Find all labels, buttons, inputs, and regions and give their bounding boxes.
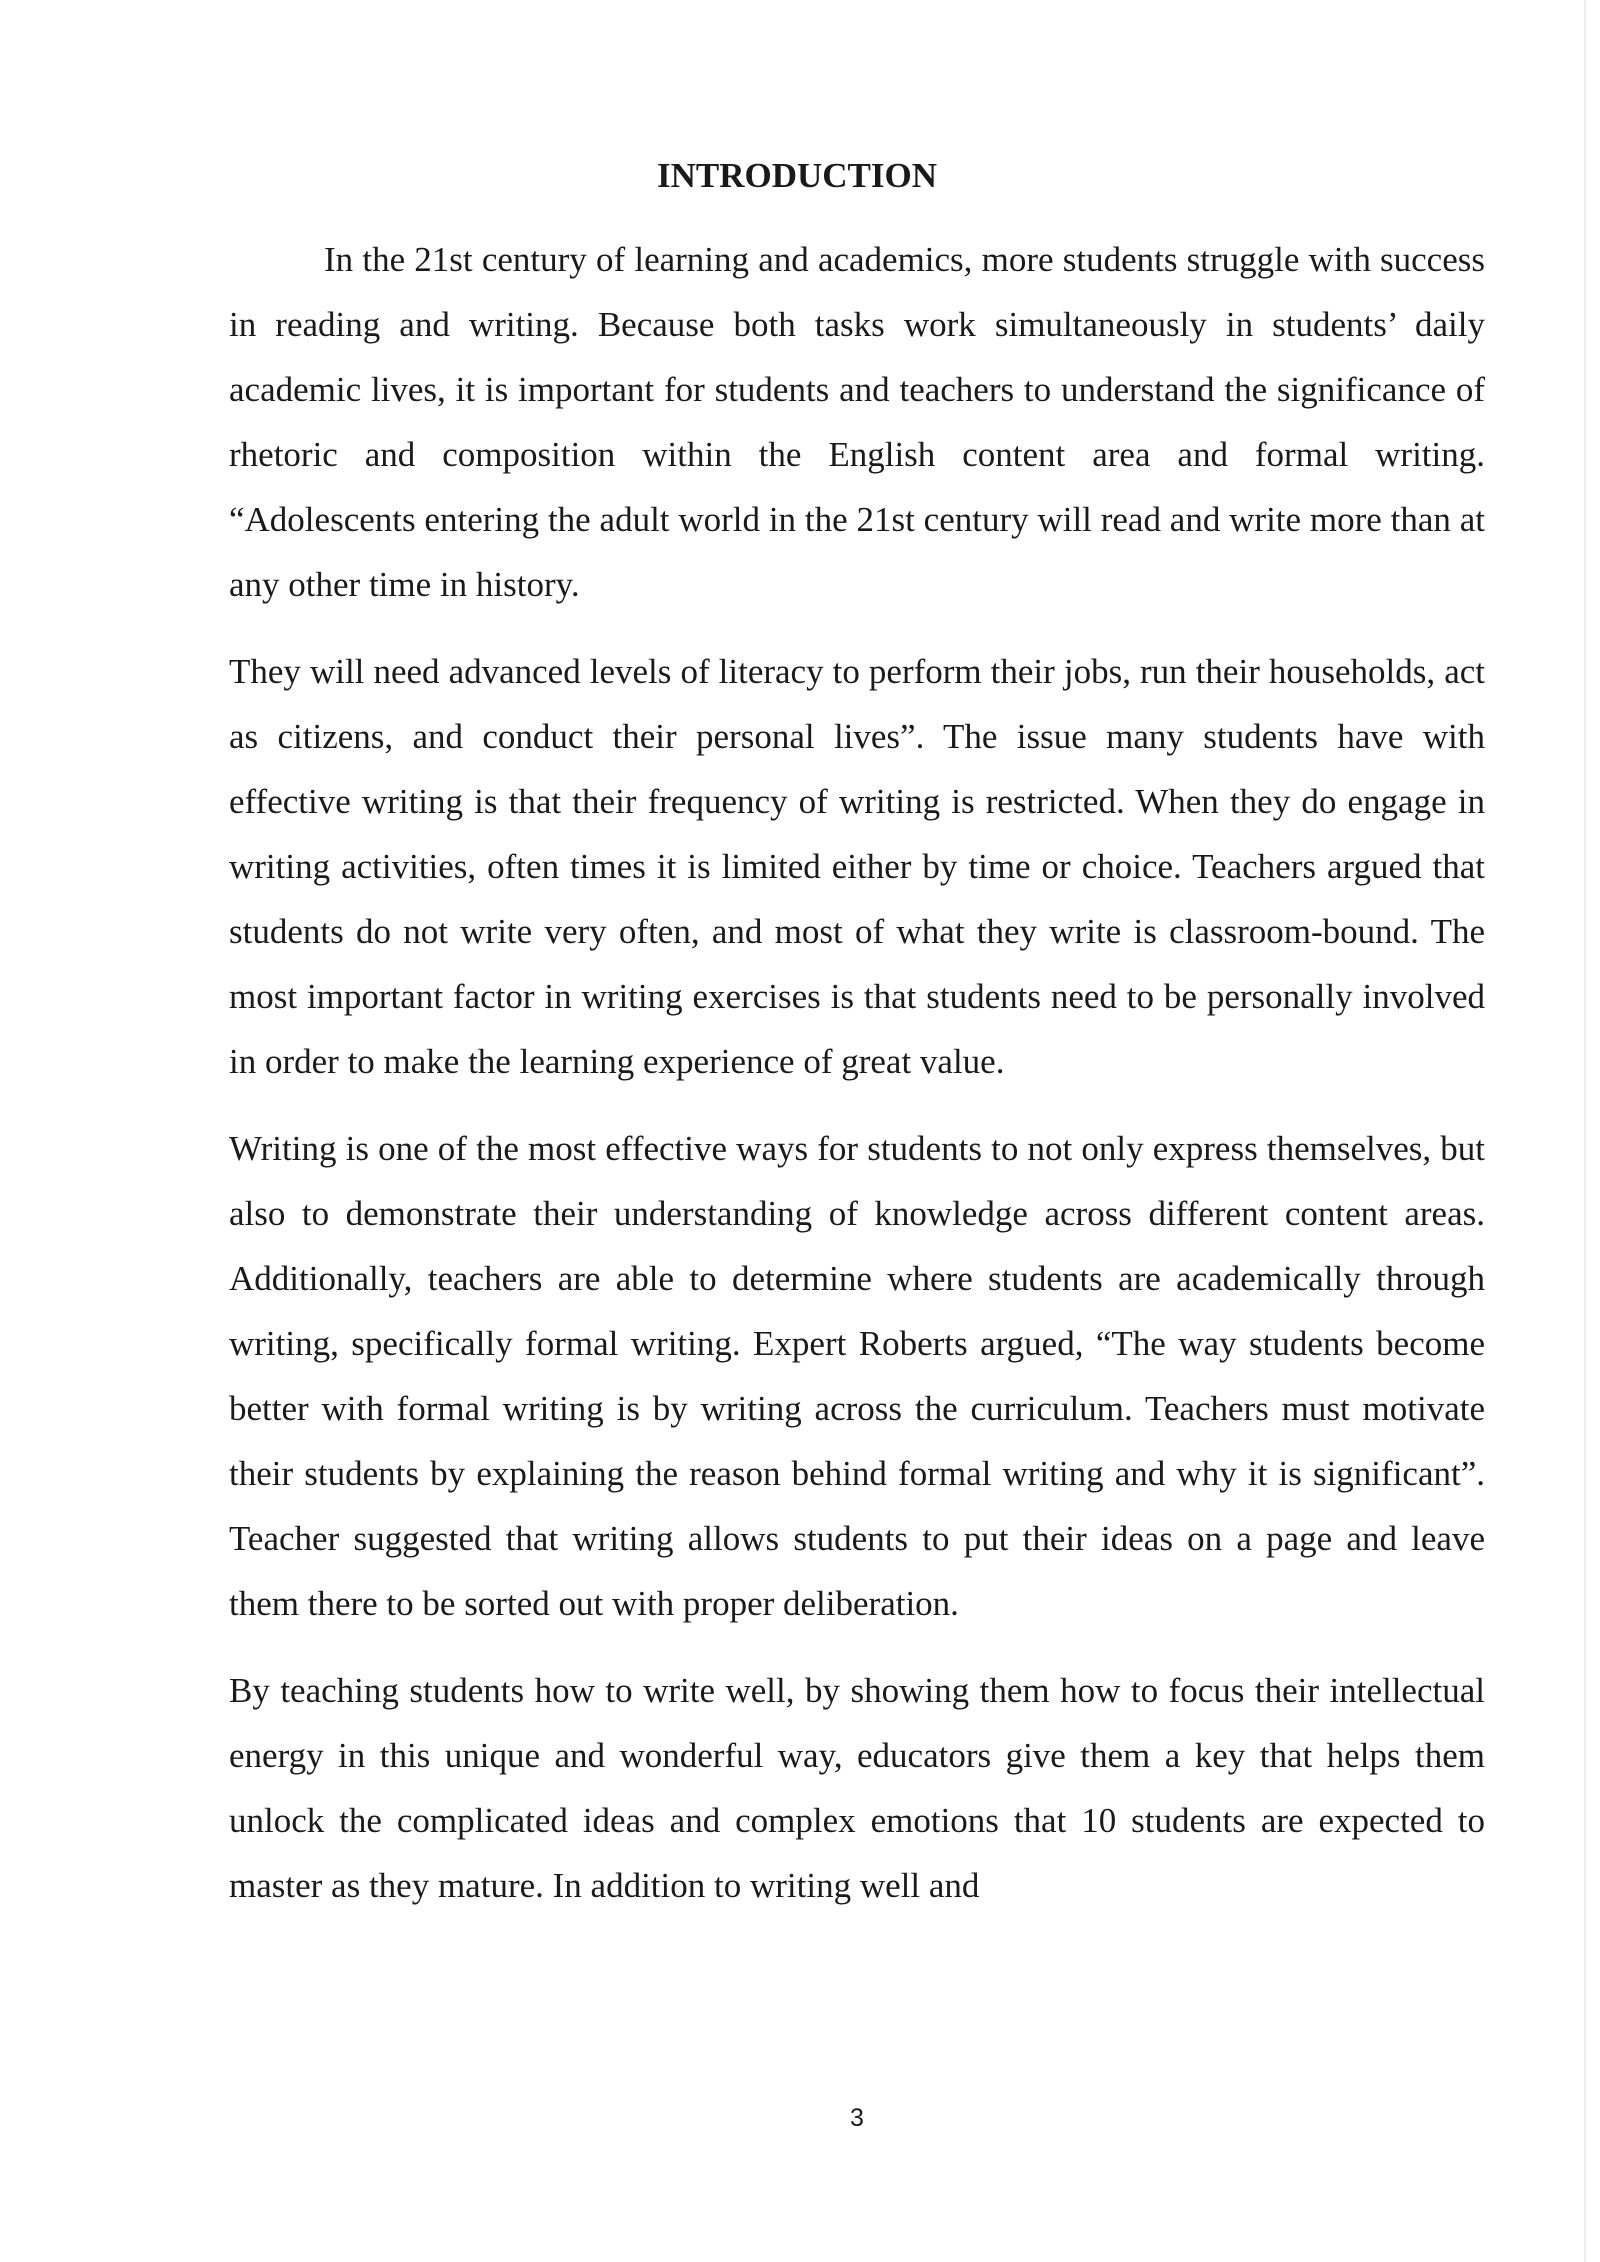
paragraph-1: In the 21st century of learning and academics, more students struggle with success in reading and writing. Because both tasks work simultaneously in students’ daily academic lives, it is important for students and teachers to understand the significance of rhetoric and composition within the English content area and formal writing. “Adolescents entering the adult world in the 21st century will read and write more than at any other time in history.: [229, 240, 1485, 604]
paragraph-2: They will need advanced levels of literacy to perform their jobs, run their households, act as citizens, and conduct their personal lives”. The issue many students have with effective writing is that their frequency of writing is restricted. When they do engage in writing activities, often times it is limited either by time or choice. Teachers argued that students do not write very often, and most of what they write is classroom-bound. The most important factor in writing exercises is that students need to be personally involved in order to make the learning experience of great value.: [229, 652, 1485, 1081]
page-number: 3: [850, 2104, 864, 2132]
page-content: [229, 145, 1485, 1940]
page-edge-line: [1584, 0, 1586, 2262]
section-title: INTRODUCTION: [656, 156, 938, 195]
paragraph-4: By teaching students how to write well, by showing them how to focus their intellectual energy in this unique and wonderful way, educators give them a key that helps them unlock the complicated ideas and complex emotions that 10 students are expected to master as they mature. In addition to writing well and: [229, 1671, 1485, 1905]
paragraph-3: Writing is one of the most effective ways for students to not only express themselves, but also to demonstrate their understanding of knowledge across different content areas. Additionally, teachers are able to determine where students are academically through writing, specifically formal writing. Expert Roberts argued, “The way students become better with formal writing is by writing across the curriculum. Teachers must motivate their students by explaining the reason behind formal writing and why it is significant”. Teacher suggested that writing allows students to put their ideas on a page and leave them there to be sorted out with proper deliberation.: [229, 1129, 1485, 1623]
